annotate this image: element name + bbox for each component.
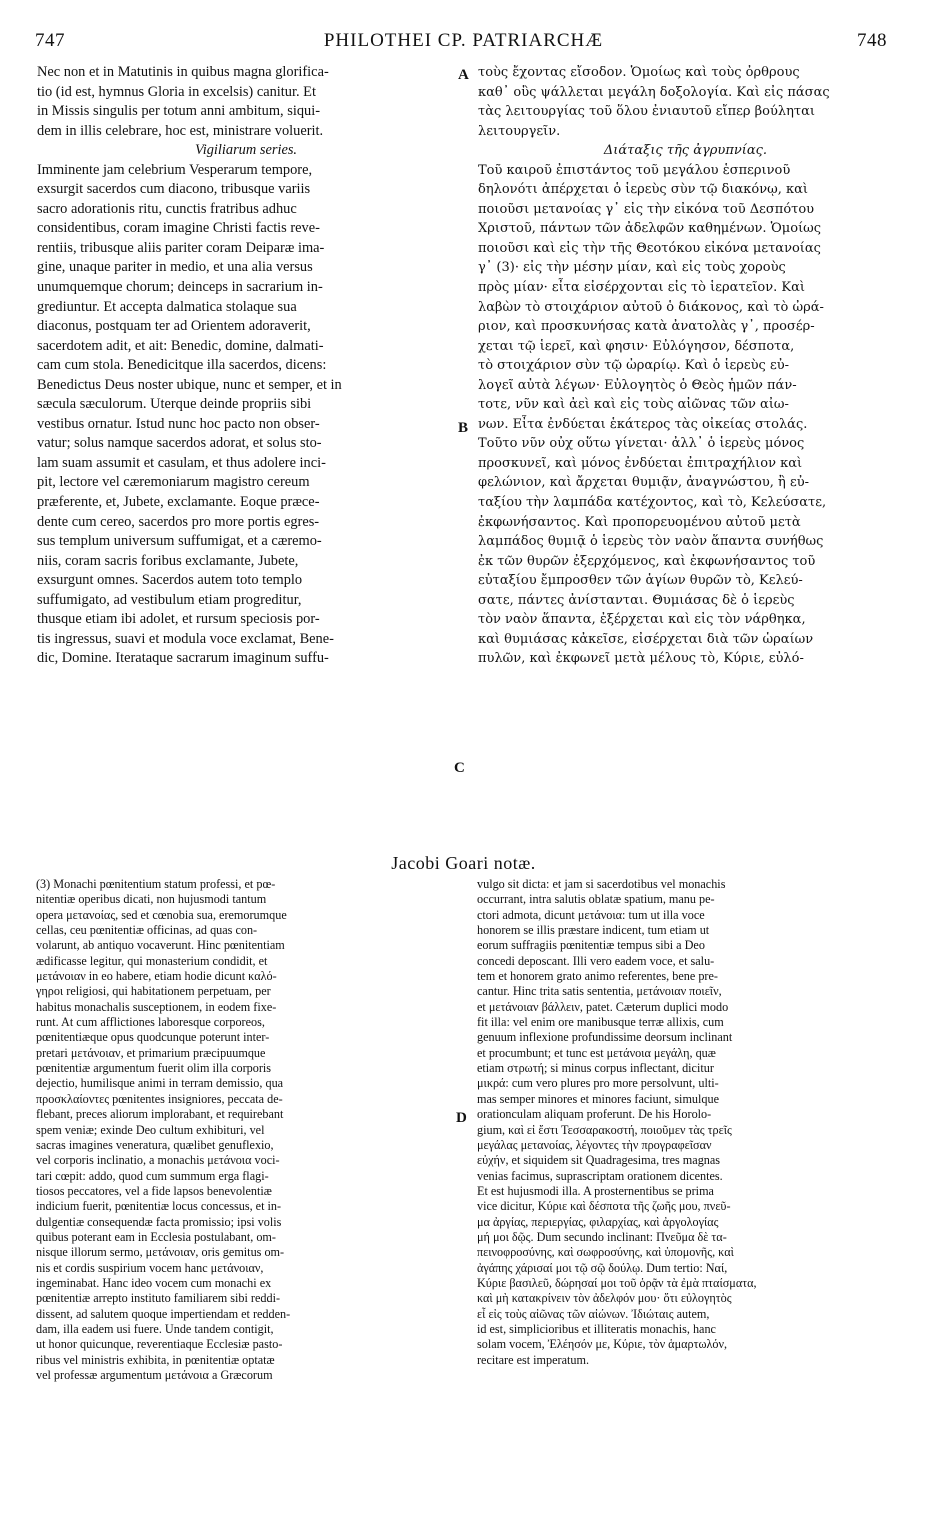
note-text-line: recitare est imperatum. [477, 1352, 590, 1367]
greek-text-line: τὰς λειτουργίας τοῦ ὅλου ἐνιαυτοῦ εἴπερ βούληται [478, 104, 815, 120]
latin-text-line: in Missis singulis per totum anni ambitum, siqui- [37, 103, 321, 120]
latin-text-line: Nec non et in Matutinis in quibus magna glorifica- [37, 64, 329, 80]
note-text-line: honorem se illis præstare indicent, tum etiam ut [477, 923, 710, 938]
right-page-number: 748 [857, 30, 887, 51]
latin-text-line: Imminente jam celebrium Vesperarum tempore, [37, 161, 313, 178]
note-text-line: ribus vel ministris exhibita, in pœnitentiæ optatæ [36, 1352, 275, 1367]
note-text-line: (3) Monachi pœnitentium statum professi, et pœ- [36, 877, 276, 891]
greek-text-line: λαβὼν τὸ στοιχάριον αὐτοῦ ὁ διάκονος, καὶ τὸ ὠρά- [478, 299, 824, 315]
note-text-line: spem veniæ; exinde Deo cultum exhibituri, vel [36, 1122, 265, 1137]
note-text-line: μα ἀργίας, περιεργίας, φιλαρχίας, καὶ ἀργολογίας [477, 1214, 719, 1229]
notes-title: Jacobi Goari notæ. [391, 853, 536, 873]
latin-text-line: dente cum cereo, sacerdos pro more portis egres- [37, 513, 320, 530]
column-marker-d: D [456, 1110, 467, 1126]
note-text-line: pœnitentiæque opus quodcunque poterunt inter- [36, 1030, 270, 1045]
greek-text-line: καθ᾽ οὓς ψάλλεται μεγάλη δοξολογία. Καὶ εἰς πάσας [478, 84, 830, 100]
note-text-line: eorum suffragiis pœnitentiæ tempus sibi a Deo [477, 938, 705, 953]
note-text-line: nitentiæ operibus dicati, non hujusmodi tantum [36, 892, 267, 907]
greek-section-heading: Διάταξις τῆς ἀγρυπνίας. [603, 143, 768, 159]
note-text-line: μή μοι δῷς. Dum secundo inclinant: Πνεῦμα δὲ τα- [477, 1229, 727, 1244]
latin-text-line: vatur; solus namque sacerdos adorat, et solus sto- [37, 435, 322, 452]
greek-text-line: λειτουργεῖν. [478, 123, 561, 139]
note-text-line: καὶ μὴ κατακρίνειν τὸν ἀδελφόν μου· ὅτι εὐλογητὸς [477, 1291, 732, 1306]
notes-left-column [36, 877, 452, 1383]
note-text-line: flebant, preces aliorum implorabant, et requirebant [36, 1107, 284, 1122]
running-title: PHILOTHEI CP. PATRIARCHÆ [323, 30, 604, 51]
greek-text-line: Τοῦτο νῦν οὐχ οὕτω γίνεται· ἀλλ᾽ ὁ ἱερεὺς μόνος [478, 436, 805, 452]
latin-text-line: tis ingressus, suavi et modula voce exclamat, Bene- [37, 630, 334, 647]
note-text-line: vice dicitur, Κύριε καὶ δέσποτα τῆς ζωῆς μου, πνεῦ- [477, 1199, 731, 1214]
note-text-line: quibus poterant eam in Ecclesia postulabant, om- [36, 1229, 276, 1244]
note-text-line: ædificasse legitur, qui monasterium condidit, et [36, 953, 268, 968]
greek-text-line: ποιοῦσι καὶ εἰς τὴν τῆς Θεοτόκου εἰκόνα μετανοίας [478, 240, 821, 256]
latin-column [37, 63, 455, 669]
latin-text-line: suffumigato, ad vestibulum etiam progreditur, [37, 591, 302, 608]
latin-section-heading: Vigiliarum series. [194, 142, 298, 159]
greek-text-line: χεται τῷ ἱερεῖ, καὶ φησιν· Εὐλόγησον, δέσποτα, [478, 338, 795, 354]
greek-text-line: γ᾽ (3)· εἰς τὴν μέσην μίαν, καὶ εἰς τοὺς χοροὺς [478, 260, 786, 276]
note-text-line: προσκλαίοντες pœnitentes insigniores, peccata de- [36, 1091, 283, 1106]
notes-right-column [477, 877, 895, 1368]
latin-text-line: dic, Domine. Iterataque sacrarum imaginum suffu- [37, 650, 329, 667]
note-text-line: habitus monachalis susceptionem, in eodem fixe- [36, 999, 277, 1014]
greek-text-line: τὸν ναὸν ἅπαντα, ἐξέρχεται καὶ εἰς τὸν νάρθηκα, [478, 612, 806, 628]
note-text-line: et μετάνοιαν βάλλειν, patet. Cæterum duplici modo [477, 999, 729, 1014]
note-text-line: cantur. Hinc trita satis sententia, μετάνοιαν ποιεῖν, [477, 984, 722, 999]
greek-text-line: πρὸς μίαν· εἶτα εἰσέρχονται εἰς τὸ ἱερατεῖον. Καὶ [478, 280, 805, 296]
note-text-line: fit illa: vel enim ore manibusque terræ allixis, cum [477, 1015, 724, 1030]
latin-text-line: gine, unaque pariter in medio, et una alia versus [37, 259, 313, 276]
note-text-line: opera μετανοίας, sed et cœnobia sua, eremorumque [36, 907, 287, 922]
note-text-line: Κύριε βασιλεῦ, δώρησαί μοι τοῦ ὁρᾷν τὰ ἐμὰ πταίσματα, [477, 1275, 757, 1290]
note-text-line: tari cœpit: addo, quod cum summum erga flagi- [36, 1168, 269, 1183]
greek-text-line: εὐταξίου ἔμπροσθεν τῶν ἁγίων θυρῶν τὸ, Κελεύ- [478, 573, 803, 589]
note-text-line: solam vocem, Ἐλέησόν με, Κύριε, τὸν ἁμαρτωλόν, [477, 1337, 728, 1352]
latin-text-line: rentiis, tribusque aliis pariter coram Deiparæ ima- [37, 239, 325, 256]
latin-text-line: exsurgit sacerdos cum diacono, tribusque variis [37, 181, 311, 198]
greek-text-line: Τοῦ καιροῦ ἐπιστάντος τοῦ μεγάλου ἑσπερινοῦ [478, 162, 791, 178]
greek-text-line: φελώνιον, καὶ ἄρχεται θυμιᾷν, ἀναγνώστου, ἢ εὐ- [478, 475, 810, 491]
note-text-line: εὐχήν, et siquidem sit Quadragesima, tres magnas [477, 1153, 721, 1168]
column-marker-a: A [458, 67, 469, 83]
greek-text-line: σατε, πάντες ἀνίστανται. Θυμιάσας δὲ ὁ ἱερεὺς [478, 592, 795, 608]
note-text-line: runt. At cum afflictiones laboresque corporeos, [36, 1015, 265, 1030]
note-text-line: mas semper minores et minores faciunt, simulque [477, 1091, 720, 1106]
latin-text-line: thusque etiam ibi adolet, et rursum speciosis por- [37, 611, 320, 628]
latin-text-line: unumquemque chorum; deinceps in sacrarium in- [37, 279, 323, 296]
note-text-line: μικρά: cum vero plures pro more persolvunt, ulti- [477, 1076, 719, 1091]
note-text-line: Et est hujusmodi illa. A prosternentibus se prima [477, 1183, 714, 1198]
note-text-line: volarunt, ab antiquo vocaverunt. Hinc pœnitentiam [36, 938, 285, 953]
greek-text-line: δηλονότι ἀπέρχεται ὁ ἱερεὺς σὺν τῷ διακόνῳ, καὶ [478, 182, 808, 198]
note-text-line: orationculam aliquam proferunt. De his Horolo- [477, 1107, 712, 1122]
left-page-number: 747 [35, 30, 65, 51]
note-text-line: occurrant, intra salutis oblatæ spatium, manu pe- [477, 892, 715, 907]
latin-text-line: grediuntur. Et accepta dalmatica stolaque sua [37, 298, 297, 315]
note-text-line: tem et honorem grato animo referentes, bene pre- [477, 969, 718, 984]
column-marker-b: B [458, 420, 469, 436]
greek-text-line: λογεῖ αὐτὰ λέγων· Εὐλογητὸς ὁ Θεὸς ἡμῶν πάν- [478, 377, 797, 393]
note-text-line: πεινοφροσύνης, καὶ σωφροσύνης, καὶ ὑπομονῆς, καὶ [477, 1245, 734, 1260]
note-text-line: et procumbunt; et tunc est μετάνοια μεγάλη, quæ [477, 1045, 716, 1060]
latin-text-line: tio (id est, hymnus Gloria in excelsis) canitur. Et [37, 83, 316, 100]
note-text-line: μεγάλας μετανοίας, λέγοντες τὴν προγραφεῖσαν [477, 1137, 712, 1152]
latin-text-line: sacro adorationis ritu, cunctis fratribus adhuc [37, 200, 297, 217]
greek-text-line: τοὺς ἔχοντας εἴσοδον. Ὁμοίως καὶ τοὺς ὀρθρους [478, 65, 800, 80]
latin-text-line: dem in illis celebrare, hoc est, ministrare voluerit. [37, 122, 324, 139]
latin-text-line: cam cum stola. Benedicitque illa sacerdos, dicens: [37, 357, 327, 374]
note-text-line: venias facimus, suprascriptam orationem dicentes. [477, 1168, 723, 1183]
latin-text-line: diaconus, postquam ter ad Orientem adoraverit, [37, 318, 311, 335]
note-text-line: cellas, ceu pœnitentiæ officinas, ad quas con- [36, 923, 258, 938]
latin-text-line: sacerdotem adit, et ait: Benedic, domine, dalmati- [37, 337, 324, 354]
note-text-line: pœnitentiæ argumentum fuerit olim illa corporis [36, 1061, 272, 1076]
latin-text-line: pit, lectore vel cæremoniarum magistro cereum [37, 474, 310, 491]
latin-text-line: considentibus, coram imagine Christi factis reve- [37, 220, 320, 237]
greek-column [478, 63, 893, 669]
latin-text-line: sæcula sæculorum. Uterque deinde propriis sibi [37, 396, 312, 413]
note-text-line: εἶ εἰς τοὺς αἰῶνας τῶν αἰώνων. Ἰδιώταις autem, [477, 1306, 710, 1321]
greek-text-line: ἐκφωνήσαντος. Καὶ προπορευομένου αὐτοῦ μετὰ [478, 514, 801, 530]
latin-text-line: præferente, et, Jubete, exclamante. Eoque præce- [37, 494, 320, 511]
note-text-line: dulgentiæ consequendæ facta promissio; ipsi volis [36, 1214, 282, 1229]
note-text-line: id est, simplicioribus et illiteratis monachis, hanc [477, 1321, 716, 1336]
greek-text-line: Χριστοῦ, πάντων τῶν ἀδελφῶν καθημένων. Ὁμοίως [478, 221, 822, 237]
note-text-line: gium, καὶ εἰ ἔστι Τεσσαρακοστή, ποιοῦμεν τὰς τρεῖς [477, 1122, 732, 1137]
greek-text-line: τὸ στοιχάριον σὺν τῷ ὠραρίῳ. Καὶ ὁ ἱερεὺς εὐ- [478, 358, 789, 374]
note-text-line: pœnitentiæ arrepto instituto familiarem sibi reddi- [36, 1291, 281, 1306]
note-text-line: concedi deposcant. Illi vero eadem voce, et salu- [477, 953, 715, 968]
note-text-line: dam, illa eadem usi fuere. Unde tandem contigit, [36, 1321, 274, 1336]
note-text-line: μετάνοιαν in eo habere, etiam hodie dicunt καλό- [36, 969, 277, 984]
note-text-line: dejectio, humilisque animi in terram demissio, qua [36, 1076, 284, 1091]
note-text-line: genuum inflexione profundissime deorsum inclinant [477, 1030, 733, 1045]
note-text-line: sacras imagines veneratura, quælibet genuflexio, [36, 1137, 274, 1152]
column-marker-c: C [454, 760, 465, 776]
note-text-line: nis et cordis suspirium vocem hanc μετάνοιαν, [36, 1260, 264, 1275]
greek-text-line: νων. Εἶτα ἐνδύεται ἑκάτερος τὰς οἰκείας στολάς. [478, 416, 808, 432]
latin-text-line: exsurgunt omnes. Sacerdos autem toto templo [37, 572, 303, 589]
greek-text-line: προσκυνεῖ, καὶ μόνος ἐνδύεται ἐπιτραχήλιον καὶ [478, 455, 803, 471]
page-header [0, 30, 927, 60]
greek-text-line: ποιοῦσι μετανοίας γ᾽ εἰς τὴν εἰκόνα τοῦ Δεσπότου [478, 201, 815, 217]
note-text-line: ut honor quicunque, reverentiaque Ecclesiæ pasto- [36, 1337, 283, 1352]
note-text-line: etiam στρωτή; si minus corpus inflectant, dicitur [477, 1061, 714, 1076]
greek-text-line: ταξίου τὴν λαμπάδα κατέχοντος, καὶ τὸ, Κελεύσατε, [478, 495, 827, 511]
note-text-line: indicium fuerit, pœnitentiæ locus concessus, et in- [36, 1199, 282, 1214]
greek-text-line: ριον, καὶ προσκυνήσας κατὰ ἀνατολὰς γ᾽, προσέρ- [478, 319, 815, 335]
note-text-line: vulgo sit dicta: et jam si sacerdotibus vel monachis [477, 877, 726, 891]
note-text-line: ctori admota, dicunt μετάνοια: tum ut illa voce [477, 907, 705, 922]
greek-text-line: καὶ θυμιάσας κἀκεῖσε, εἰσέρχεται διὰ τῶν ὡραίων [478, 631, 814, 647]
note-text-line: ἀγάπης χάρισαί μοι τῷ σῷ δούλῳ. Dum tertio: Ναί, [477, 1260, 728, 1275]
greek-text-line: λαμπάδος θυμιᾷ ὁ ἱερεὺς τὸν ναὸν ἅπαντα συνήθως [478, 534, 824, 550]
greek-text-line: τοτε, νῦν καὶ ἀεὶ καὶ εἰς τοὺς αἰῶνας τῶν αἰω- [478, 397, 789, 413]
note-text-line: vel corporis inclinatio, a monachis μετάνοια voci- [36, 1153, 280, 1168]
note-text-line: vel professæ argumentum μετάνοια a Græcorum [36, 1368, 273, 1382]
note-text-line: ingeminabat. Hanc ideo vocem cum monachi ex [36, 1275, 272, 1290]
greek-text-line: ἐκ τῶν θυρῶν ἐξερχόμενος, καὶ ἐκφωνήσαντος τοῦ [478, 553, 816, 569]
greek-text-line: πυλῶν, καὶ ἐκφωνεῖ μετὰ μέλους τὸ, Κύριε, εὐλό- [478, 651, 804, 667]
latin-text-line: niis, coram sacris foribus exclamante, Jubete, [37, 552, 299, 569]
latin-text-line: Benedictus Deus noster ubique, nunc et semper, et in [37, 376, 342, 393]
note-text-line: tiosos peccatores, vel a fide lapsos benevolentiæ [36, 1183, 272, 1198]
latin-text-line: lam suam assumit et casulam, et thus adolere inci- [37, 454, 326, 471]
note-text-line: γηροι religiosi, qui habitationem perpetuam, per [36, 984, 271, 999]
note-text-line: nisque illorum sermo, μετάνοιαν, oris gemitus om- [36, 1245, 285, 1260]
note-text-line: pretari μετάνοιαν, et primarium præcipuumque [36, 1045, 266, 1060]
latin-text-line: sus templum universum suffumigat, et a cæremo- [37, 533, 322, 550]
latin-text-line: vestibus ornatur. Istud nunc hoc pacto non obser- [37, 415, 320, 432]
note-text-line: dissent, ad salutem quoque impertiendam et redden- [36, 1306, 291, 1321]
